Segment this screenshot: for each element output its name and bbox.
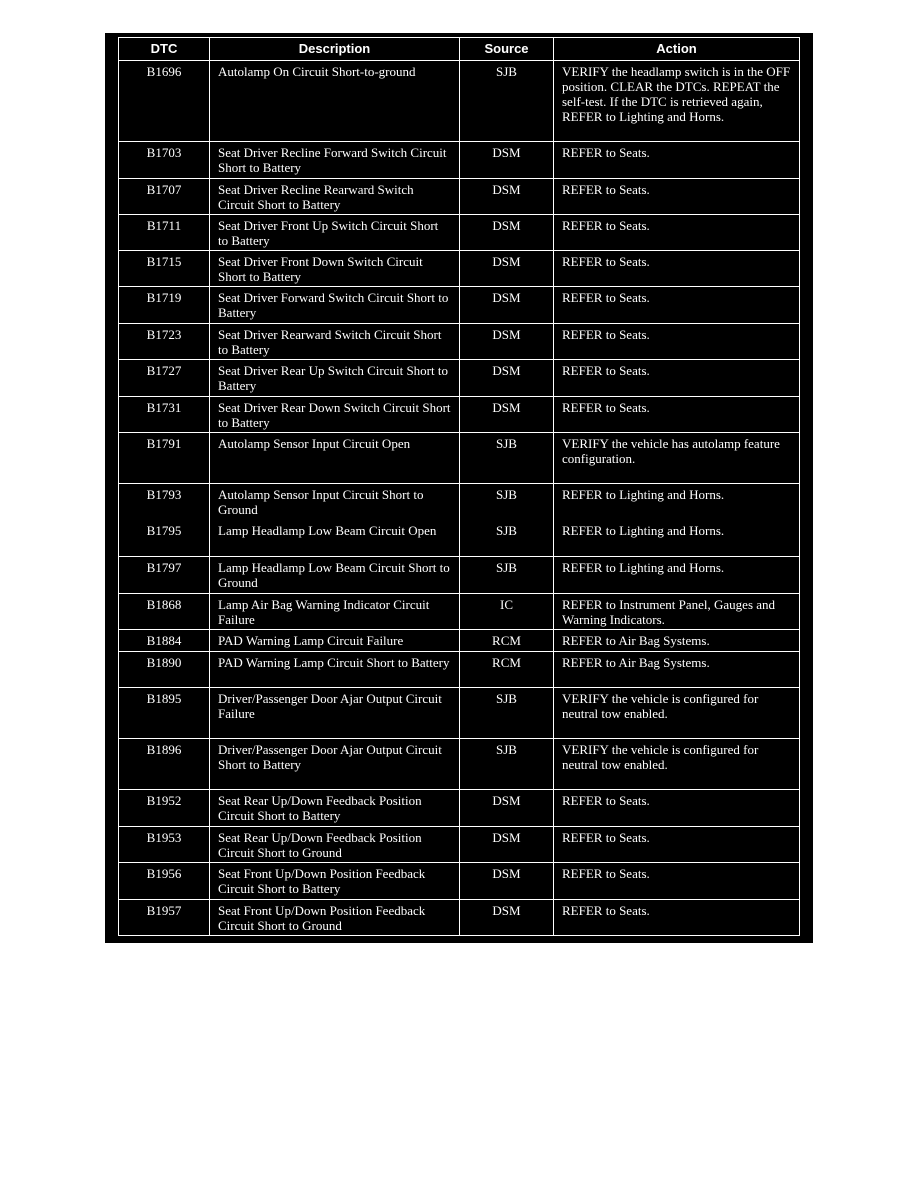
table-row [119, 396, 799, 432]
dtc-source: DSM [459, 287, 553, 323]
dtc-action: REFER to Seats. [553, 397, 799, 432]
table-row [119, 359, 799, 396]
dtc-code: B1711 [146, 218, 182, 233]
dtc-description: Seat Rear Up/Down Feedback Position Circuit Short to Battery [209, 790, 459, 826]
header-description: Description [209, 38, 459, 60]
table-row [119, 141, 799, 178]
dtc-action: REFER to Seats. [553, 179, 799, 214]
dtc-code: B1895 [146, 691, 182, 706]
dtc-code: B1797 [146, 560, 182, 575]
table-row [119, 286, 799, 323]
dtc-code-group [119, 484, 209, 556]
table-row [119, 738, 799, 789]
dtc-description: Autolamp Sensor Input Circuit Short to Ground [218, 487, 424, 517]
dtc-action: REFER to Seats. [553, 827, 799, 862]
table-row [119, 687, 799, 738]
dtc-action: VERIFY the vehicle is configured for neutral tow enabled. [553, 688, 799, 738]
dtc-description: Driver/Passenger Door Ajar Output Circuit Short to Battery [209, 739, 459, 789]
table-row-group [119, 483, 799, 556]
header-action: Action [553, 38, 799, 60]
dtc-description: Autolamp Sensor Input Circuit Open [209, 433, 459, 483]
dtc-code: B1723 [146, 327, 182, 342]
dtc-source: DSM [459, 827, 553, 862]
dtc-description: Lamp Headlamp Low Beam Circuit Short to Ground [209, 557, 459, 593]
dtc-action: VERIFY the headlamp switch is in the OFF position. CLEAR the DTCs. REPEAT the self-test. If the DTC is retrieved again, REFER to Lighting and Horns. [553, 61, 799, 141]
dtc-source: SJB [496, 523, 517, 538]
dtc-code: B1795 [146, 523, 182, 538]
dtc-description: Lamp Headlamp Low Beam Circuit Open [218, 523, 437, 538]
dtc-description: Seat Driver Rearward Switch Circuit Short to Battery [209, 324, 459, 359]
dtc-description: Driver/Passenger Door Ajar Output Circuit Failure [209, 688, 459, 738]
dtc-action: REFER to Seats. [553, 215, 799, 250]
dtc-source: IC [459, 594, 553, 629]
dtc-action: REFER to Seats. [553, 287, 799, 323]
dtc-description: Seat Front Up/Down Position Feedback Circuit Short to Ground [209, 900, 459, 935]
dtc-code: B1727 [146, 363, 182, 378]
dtc-table [118, 37, 800, 936]
table-row [119, 250, 799, 286]
dtc-description: Seat Driver Rear Up Switch Circuit Short to Battery [209, 360, 459, 396]
dtc-source: DSM [459, 900, 553, 935]
dtc-description-group [209, 484, 459, 556]
dtc-source: SJB [459, 433, 553, 483]
dtc-source: RCM [459, 630, 553, 651]
dtc-code: B1884 [146, 633, 182, 648]
table-row [119, 432, 799, 483]
dtc-action-group [553, 484, 799, 556]
dtc-action: REFER to Seats. [553, 900, 799, 935]
dtc-source: DSM [459, 142, 553, 178]
table-row [119, 789, 799, 826]
dtc-code: B1953 [146, 830, 182, 845]
table-row [119, 899, 799, 935]
table-row [119, 629, 799, 651]
dtc-description: Seat Driver Rear Down Switch Circuit Short to Battery [209, 397, 459, 432]
dtc-description: Seat Driver Recline Rearward Switch Circuit Short to Battery [209, 179, 459, 214]
table-row [119, 178, 799, 214]
dtc-action: REFER to Seats. [553, 790, 799, 826]
dtc-action: REFER to Seats. [553, 324, 799, 359]
table-row [119, 323, 799, 359]
dtc-action: REFER to Air Bag Systems. [553, 630, 799, 651]
dtc-source: SJB [459, 739, 553, 789]
dtc-action: REFER to Seats. [553, 142, 799, 178]
dtc-action: VERIFY the vehicle has autolamp feature configuration. [553, 433, 799, 483]
dtc-source: DSM [459, 790, 553, 826]
dtc-source-group [459, 484, 553, 556]
dtc-source: SJB [496, 487, 517, 502]
dtc-description: Seat Driver Recline Forward Switch Circuit Short to Battery [209, 142, 459, 178]
dtc-description: Lamp Air Bag Warning Indicator Circuit Failure [209, 594, 459, 629]
dtc-source: DSM [459, 397, 553, 432]
dtc-code: B1715 [146, 254, 182, 269]
dtc-description: Seat Rear Up/Down Feedback Position Circuit Short to Ground [209, 827, 459, 862]
dtc-source: DSM [459, 251, 553, 286]
dtc-code: B1956 [146, 866, 182, 881]
dtc-source: SJB [459, 688, 553, 738]
dtc-code: B1890 [146, 655, 182, 670]
table-row [119, 60, 799, 141]
header-dtc: DTC [150, 41, 178, 56]
table-row [119, 826, 799, 862]
dtc-code: B1793 [146, 487, 182, 502]
table-header-row [119, 38, 799, 60]
dtc-description: Seat Driver Forward Switch Circuit Short to Battery [209, 287, 459, 323]
dtc-action: REFER to Lighting and Horns. [562, 523, 725, 538]
dtc-action: REFER to Seats. [553, 251, 799, 286]
table-row [119, 593, 799, 629]
table-row [119, 214, 799, 250]
dtc-code: B1791 [146, 436, 182, 451]
dtc-source: SJB [459, 557, 553, 593]
dtc-action: REFER to Instrument Panel, Gauges and Warning Indicators. [553, 594, 799, 629]
dtc-description: Seat Front Up/Down Position Feedback Circuit Short to Battery [209, 863, 459, 899]
dtc-code: B1703 [146, 145, 182, 160]
dtc-action: REFER to Seats. [553, 360, 799, 396]
dtc-code: B1719 [146, 290, 182, 305]
dtc-code: B1707 [146, 182, 182, 197]
dtc-source: DSM [459, 863, 553, 899]
dtc-source: RCM [459, 652, 553, 687]
dtc-code: B1868 [146, 597, 182, 612]
dtc-code: B1731 [146, 400, 182, 415]
table-row [119, 862, 799, 899]
dtc-action: REFER to Lighting and Horns. [562, 487, 725, 502]
dtc-action: REFER to Seats. [553, 863, 799, 899]
dtc-code: B1696 [146, 64, 182, 79]
dtc-description: Seat Driver Front Up Switch Circuit Short to Battery [209, 215, 459, 250]
dtc-code: B1952 [146, 793, 182, 808]
dtc-source: SJB [459, 61, 553, 141]
dtc-source: DSM [459, 360, 553, 396]
dtc-source: DSM [459, 324, 553, 359]
dtc-table-panel [105, 33, 813, 943]
dtc-action: REFER to Air Bag Systems. [553, 652, 799, 687]
dtc-code: B1957 [146, 903, 182, 918]
table-row [119, 651, 799, 687]
dtc-action: REFER to Lighting and Horns. [553, 557, 799, 593]
dtc-description: Autolamp On Circuit Short-to-ground [209, 61, 459, 141]
dtc-description: PAD Warning Lamp Circuit Failure [209, 630, 459, 651]
dtc-source: DSM [459, 179, 553, 214]
table-row [119, 556, 799, 593]
header-source: Source [459, 38, 553, 60]
dtc-action: VERIFY the vehicle is configured for neutral tow enabled. [553, 739, 799, 789]
dtc-code: B1896 [146, 742, 182, 757]
dtc-source: DSM [459, 215, 553, 250]
dtc-description: PAD Warning Lamp Circuit Short to Battery [209, 652, 459, 687]
dtc-description: Seat Driver Front Down Switch Circuit Short to Battery [209, 251, 459, 286]
